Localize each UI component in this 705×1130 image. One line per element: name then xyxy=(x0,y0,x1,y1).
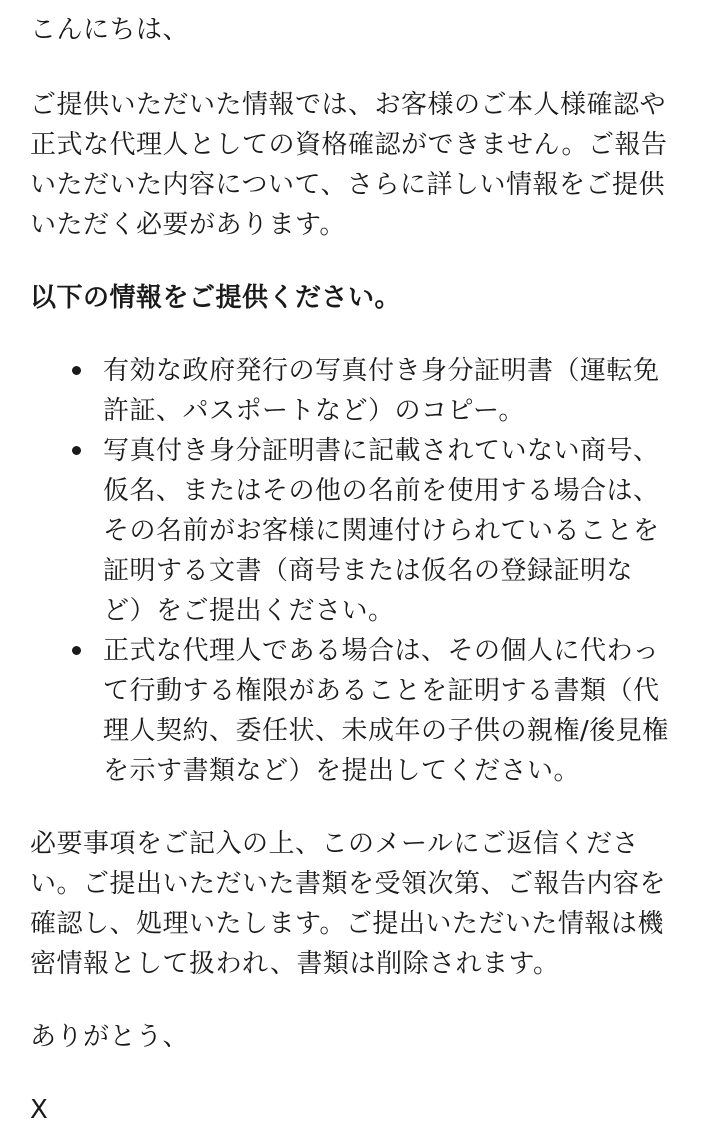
list-item xyxy=(30,631,677,791)
list-item xyxy=(30,431,677,631)
greeting-text: こんにちは、 xyxy=(30,15,190,45)
bullet-icon xyxy=(70,351,82,391)
bullet-icon xyxy=(70,631,82,671)
list-item-line: 写真付き身分証明書に記載されていない商号、 xyxy=(103,436,660,466)
list-item xyxy=(30,351,677,431)
list-item-line: て行動する権限があることを証明する書類（代 xyxy=(103,676,660,706)
return-line: 密情報として扱われ、書類は削除されます。 xyxy=(30,949,560,979)
signature xyxy=(30,1090,677,1130)
greeting xyxy=(30,10,677,50)
intro-line: いただいた内容について、さらに詳しい情報をご提供 xyxy=(30,170,665,200)
signature-text: X xyxy=(30,1095,49,1125)
return-line: い。ご提出いただいた書類を受領次第、ご報告内容を xyxy=(30,869,667,899)
list-item-line: 証明する文書（商号または仮名の登録証明な xyxy=(103,556,634,586)
list-item-line: その名前がお客様に関連付けられていることを xyxy=(103,516,660,546)
requirements-heading xyxy=(30,278,677,318)
closing-text: ありがとう、 xyxy=(30,1022,190,1052)
intro-paragraph xyxy=(30,85,677,245)
intro-line: いただく必要があります。 xyxy=(30,210,346,240)
requirements-list xyxy=(30,351,677,791)
list-item-line: 許証、パスポートなど）のコピー。 xyxy=(103,396,525,426)
list-item-line: 正式な代理人である場合は、その個人に代わっ xyxy=(103,636,660,666)
return-paragraph xyxy=(30,824,677,984)
return-line: 確認し、処理いたします。ご提出いただいた情報は機 xyxy=(30,909,664,939)
intro-line: ご提供いただいた情報では、お客様のご本人様確認や xyxy=(30,90,667,120)
list-item-line: を示す書類など）を提出してください。 xyxy=(103,756,581,786)
intro-line: 正式な代理人としての資格確認ができません。ご報告 xyxy=(30,130,668,160)
list-item-line: 有効な政府発行の写真付き身分証明書（運転免 xyxy=(103,356,660,386)
list-item-line: 理人契約、委任状、未成年の子供の親権/後見権 xyxy=(103,716,669,746)
return-line: 必要事項をご記入の上、このメールにご返信くださ xyxy=(30,829,639,859)
closing xyxy=(30,1017,677,1057)
requirements-heading-text: 以下の情報をご提供ください。 xyxy=(30,283,402,313)
bullet-icon xyxy=(70,431,82,471)
list-item-line: 仮名、またはその他の名前を使用する場合は、 xyxy=(103,476,660,506)
list-item-line: ど）をご提出ください。 xyxy=(103,596,395,626)
